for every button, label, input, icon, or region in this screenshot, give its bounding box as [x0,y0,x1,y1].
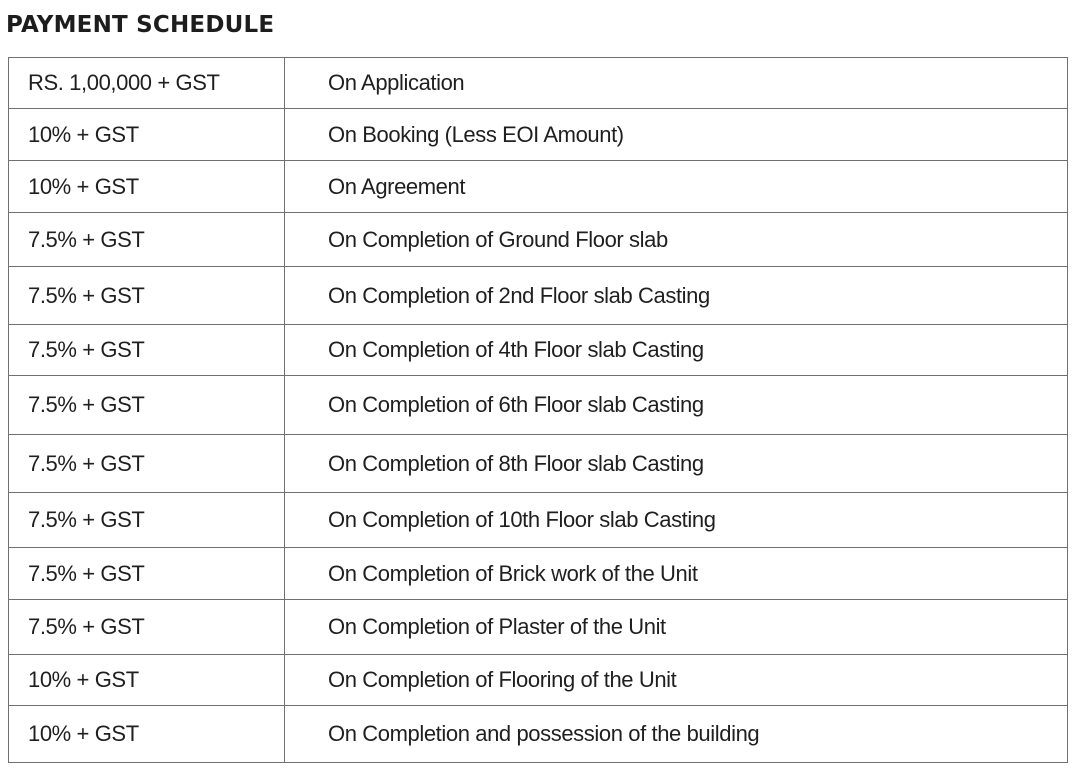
amount-cell: 7.5% + GST [9,435,285,493]
stage-cell: On Completion of Brick work of the Unit [285,548,1068,600]
amount-cell: 10% + GST [9,706,285,763]
amount-cell: 10% + GST [9,109,285,161]
amount-cell: 7.5% + GST [9,376,285,435]
table-row [9,325,1068,376]
stage-cell: On Completion of 10th Floor slab Casting [285,493,1068,548]
stage-cell: On Completion of 6th Floor slab Casting [285,376,1068,435]
table-row [9,109,1068,161]
stage-cell: On Completion of 4th Floor slab Casting [285,325,1068,376]
stage-cell: On Completion and possession of the building [285,706,1068,763]
amount-cell: 7.5% + GST [9,493,285,548]
table-row [9,493,1068,548]
payment-schedule-table [8,57,1068,763]
table-row [9,600,1068,655]
amount-cell: 7.5% + GST [9,213,285,267]
stage-cell: On Completion of Plaster of the Unit [285,600,1068,655]
amount-cell: 10% + GST [9,161,285,213]
table-row [9,58,1068,109]
page-title: PAYMENT SCHEDULE [6,12,275,38]
table-row [9,435,1068,493]
amount-cell: 10% + GST [9,655,285,706]
stage-cell: On Agreement [285,161,1068,213]
stage-cell: On Application [285,58,1068,109]
table-row [9,655,1068,706]
stage-cell: On Completion of 2nd Floor slab Casting [285,267,1068,325]
table-row [9,161,1068,213]
stage-cell: On Completion of Flooring of the Unit [285,655,1068,706]
amount-cell: 7.5% + GST [9,600,285,655]
table-row [9,548,1068,600]
stage-cell: On Completion of Ground Floor slab [285,213,1068,267]
stage-cell: On Booking (Less EOI Amount) [285,109,1068,161]
amount-cell: RS. 1,00,000 + GST [9,58,285,109]
table-row [9,267,1068,325]
amount-cell: 7.5% + GST [9,267,285,325]
amount-cell: 7.5% + GST [9,325,285,376]
table-row [9,706,1068,763]
table-row [9,213,1068,267]
stage-cell: On Completion of 8th Floor slab Casting [285,435,1068,493]
amount-cell: 7.5% + GST [9,548,285,600]
table-row [9,376,1068,435]
